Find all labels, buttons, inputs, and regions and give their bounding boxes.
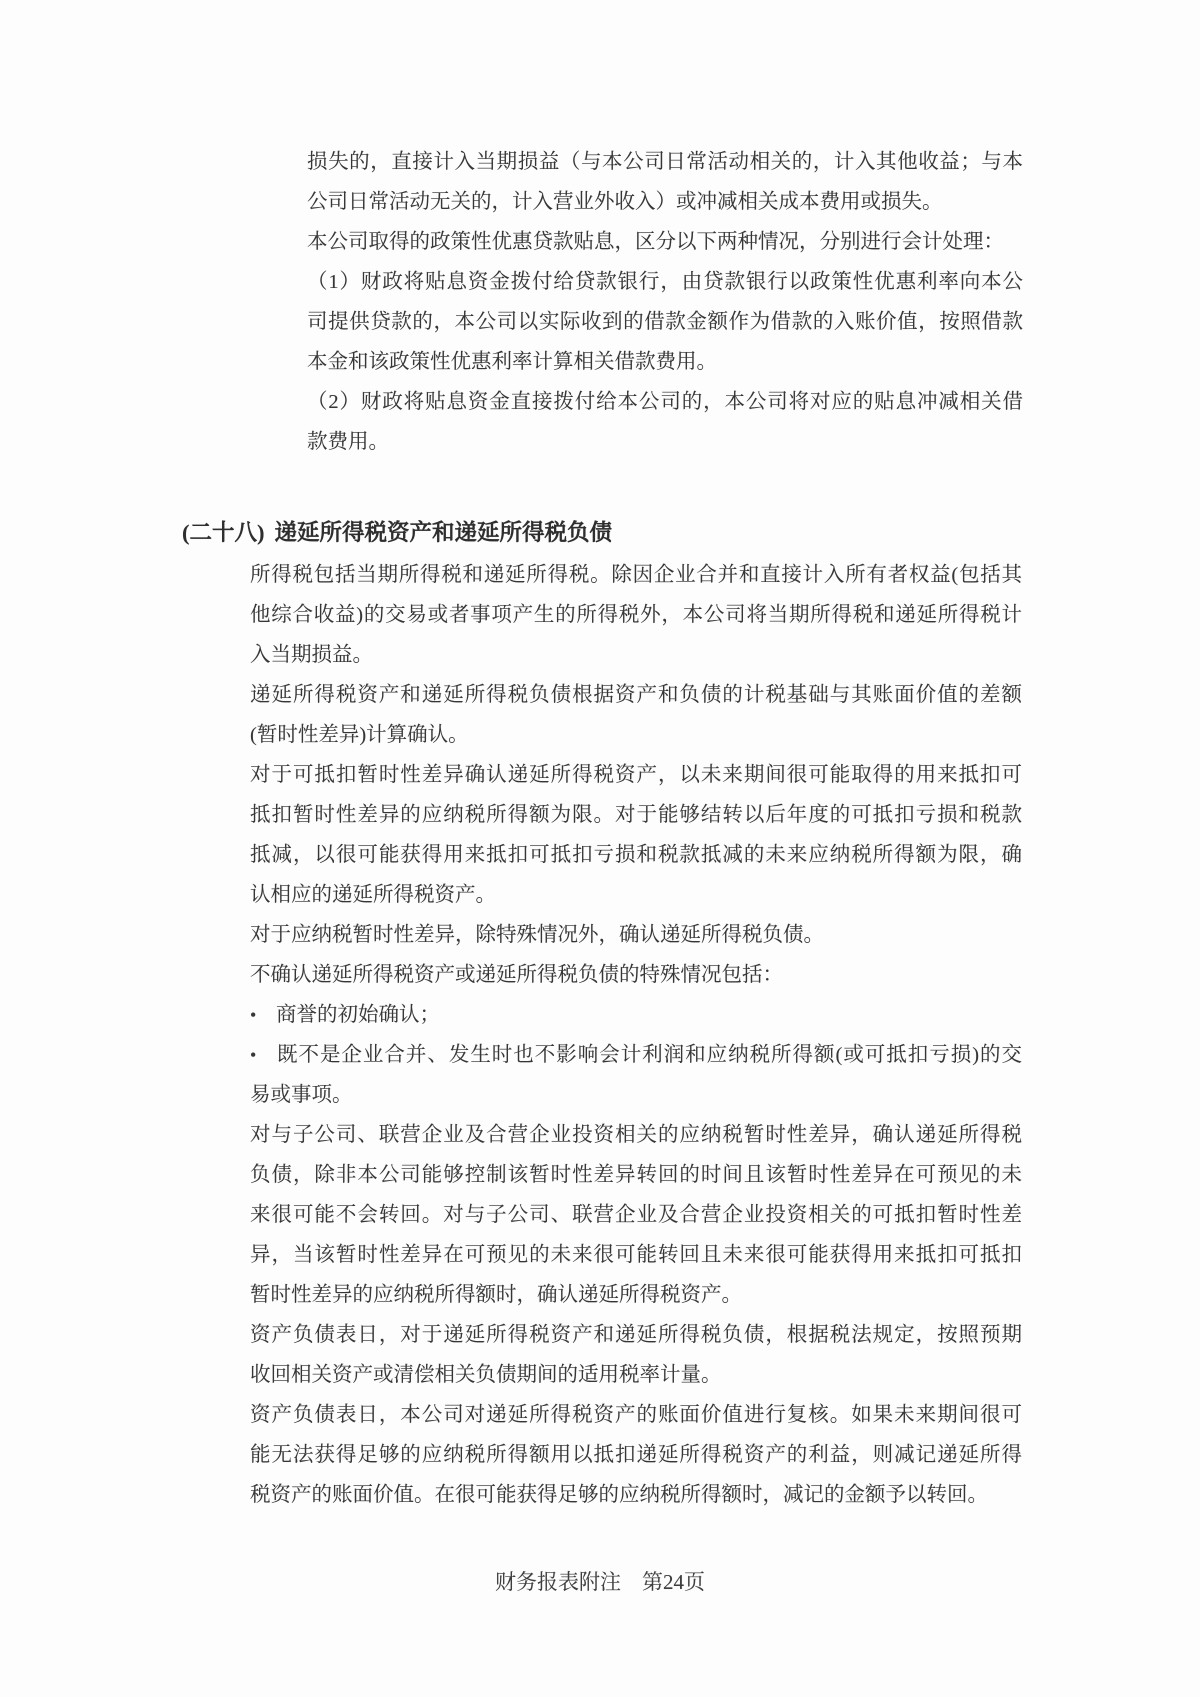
text-line: 损失的，直接计入当期损益（与本公司日常活动相关的，计入其他收益；与本 (307, 151, 1023, 173)
text-line: 能无法获得足够的应纳税所得额用以抵扣递延所得税资产的利益，则减记递延所得 (250, 1444, 1022, 1466)
text-line: 税资产的账面价值。在很可能获得足够的应纳税所得额时，减记的金额予以转回。 (250, 1484, 988, 1506)
paragraph (307, 262, 1023, 382)
text-line: 资产负债表日，对于递延所得税资产和递延所得税负债，根据税法规定，按照预期 (250, 1324, 1022, 1346)
text-line: 负债，除非本公司能够控制该暂时性差异转回的时间且该暂时性差异在可预见的未 (250, 1164, 1022, 1186)
section-number: (二十八) (182, 520, 265, 545)
paragraph (250, 555, 1022, 675)
bullet-icon: • (250, 1005, 257, 1025)
text-line: 来很可能不会转回。对与子公司、联营企业及合营企业投资相关的可抵扣暂时性差 (250, 1204, 1022, 1226)
text-line: 抵减，以很可能获得用来抵扣可抵扣亏损和税款抵减的未来应纳税所得额为限，确 (250, 844, 1022, 866)
text-line: 所得税包括当期所得税和递延所得税。除因企业合并和直接计入所有者权益(包括其 (250, 564, 1022, 586)
text-line: 暂时性差异的应纳税所得额时，确认递延所得税资产。 (250, 1284, 742, 1306)
text-line: • 商誉的初始确认； (250, 995, 1022, 1035)
text-line: 公司日常活动无关的，计入营业外收入）或冲减相关成本费用或损失。 (307, 191, 943, 213)
paragraph (250, 755, 1022, 915)
text-line: 入当期损益。 (250, 644, 373, 666)
text-line: 异，当该暂时性差异在可预见的未来很可能转回且未来很可能获得用来抵扣可抵扣 (250, 1244, 1022, 1266)
text-line: 对与子公司、联营企业及合营企业投资相关的应纳税暂时性差异，确认递延所得税 (250, 1124, 1022, 1146)
bullet-paragraph (250, 1035, 1022, 1115)
paragraph (307, 222, 1023, 262)
paragraph (307, 382, 1023, 462)
paragraph (250, 1395, 1022, 1515)
text-line: • 既不是企业合并、发生时也不影响会计利润和应纳税所得额(或可抵扣亏损)的交 (250, 1035, 1022, 1075)
text-line: 司提供贷款的，本公司以实际收到的借款金额作为借款的入账价值，按照借款 (307, 311, 1023, 333)
text-line: 递延所得税资产和递延所得税负债根据资产和负债的计税基础与其账面价值的差额 (250, 684, 1022, 706)
paragraph (250, 1115, 1022, 1315)
text-line: 本公司取得的政策性优惠贷款贴息，区分以下两种情况，分别进行会计处理： (307, 231, 1004, 253)
paragraph (250, 955, 1022, 995)
text-line: 对于应纳税暂时性差异，除特殊情况外，确认递延所得税负债。 (250, 924, 824, 946)
section-title: 递延所得税资产和递延所得税负债 (274, 520, 613, 545)
text-line: 认相应的递延所得税资产。 (250, 884, 496, 906)
text-line: 款费用。 (307, 431, 389, 453)
text-line: 对于可抵扣暂时性差异确认递延所得税资产，以未来期间很可能取得的用来抵扣可 (250, 764, 1022, 786)
page-footer: 财务报表附注 第24页 (495, 1570, 705, 1594)
section-heading (182, 513, 612, 553)
text-line: 抵扣暂时性差异的应纳税所得额为限。对于能够结转以后年度的可抵扣亏损和税款 (250, 804, 1022, 826)
bullet-icon: • (250, 1045, 257, 1065)
section-body-block (250, 555, 1022, 1515)
text-line: 本金和该政策性优惠利率计算相关借款费用。 (307, 351, 717, 373)
text-line: 收回相关资产或清偿相关负债期间的适用税率计量。 (250, 1364, 722, 1386)
text-line: 易或事项。 (250, 1084, 353, 1106)
paragraph (250, 675, 1022, 755)
text-line: （1）财政将贴息资金拨付给贷款银行，由贷款银行以政策性优惠利率向本公 (307, 271, 1023, 293)
bullet-paragraph (250, 995, 1022, 1035)
paragraph (250, 915, 1022, 955)
text-line: （2）财政将贴息资金直接拨付给本公司的，本公司将对应的贴息冲减相关借 (307, 391, 1023, 413)
paragraph (307, 142, 1023, 222)
text-line: (暂时性差异)计算确认。 (250, 724, 469, 746)
text-line: 资产负债表日，本公司对递延所得税资产的账面价值进行复核。如果未来期间很可 (250, 1404, 1022, 1426)
text-line: 他综合收益)的交易或者事项产生的所得税外，本公司将当期所得税和递延所得税计 (250, 604, 1022, 626)
paragraph (250, 1315, 1022, 1395)
continuation-text-block (307, 142, 1023, 462)
text-line: 不确认递延所得税资产或递延所得税负债的特殊情况包括： (250, 964, 783, 986)
